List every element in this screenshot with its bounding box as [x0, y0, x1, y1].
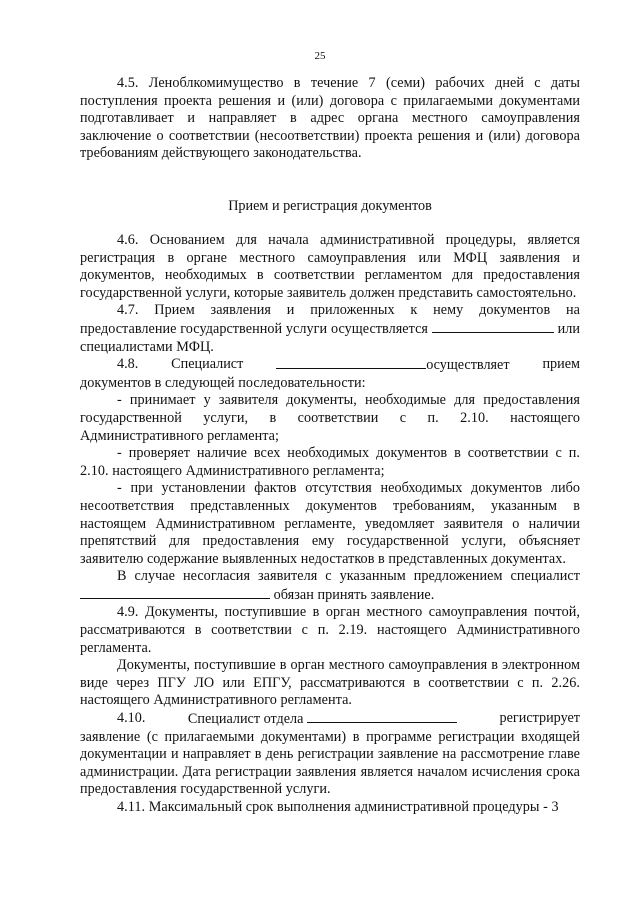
para-4-5-text: 4.5. Леноблкомимущество в течение 7 (семи) рабочих дней с даты поступления проекта решения и (или) договора с прилагаемыми документами подготавливает и направляет в адрес органа местного самоуправления заключение о соответствии (несоответствии) проекта решения и (или) договора требованиям действующего законодательства. [80, 75, 580, 162]
para-4-8-specialist: Специалист [171, 356, 244, 373]
para-4-10-registers: регистрирует [499, 710, 580, 727]
section-body [80, 232, 580, 817]
bullet-3: - при установлении фактов отсутствия необходимых документов либо несоответствия представленных документов требованиям, указанным в настоящем Административном регламенте, уведомляет заявителя о наличии препятствий для предоставления ему государственной услуги, объясняет заявителю содержание выявленных недостатков в представленных документах. [80, 480, 580, 567]
para-4-8-line [80, 356, 580, 375]
bullet-2: - проверяет наличие всех необходимых документов в соответствии с п. 2.10. настоящего Административного регламента; [80, 445, 580, 479]
para-4-8-num: 4.8. [117, 356, 139, 373]
para-4-8-performs: осуществляет [426, 357, 510, 374]
para-4-7-text: 4.7. Прием заявления и приложенных к нему документов на предоставление государственной услуги осуществляется [80, 302, 580, 337]
para-4-9-electronic: Документы, поступившие в орган местного самоуправления в электронном виде через ПГУ ЛО или ЕПГУ, рассматриваются в соответствии с п. 2.26. настоящего Административного регламента. [80, 657, 580, 709]
disagreement-end: обязан принять заявление. [273, 586, 435, 603]
para-4-8-cont: документов в следующей последовательности: [80, 374, 366, 391]
heading-text: Прием и регистрация документов [228, 198, 432, 214]
para-4-8-blank-wrap [276, 356, 509, 375]
disagreement-text: В случае несогласия заявителя с указанным предложением специалист [117, 568, 580, 585]
page-number: 25 [314, 50, 326, 62]
blank-line [307, 710, 457, 723]
blank-line [80, 586, 270, 599]
blank-line [432, 320, 554, 333]
disagreement-para [80, 568, 580, 604]
para-4-7 [80, 302, 580, 356]
para-4-10-cont: заявление (с прилагаемыми документами) в программе регистрации входящей документации и направляет в день регистрации заявление на рассмотрение главе администрации. Дата регистрации заявления является началом исчисления срока предоставления государственной услуги. [80, 728, 580, 798]
para-4-10-dept-wrap [188, 710, 457, 729]
para-4-7-end: или специалистами МФЦ. [80, 320, 580, 355]
para-4-11: 4.11. Максимальный срок выполнения административной процедуры - 3 [117, 799, 559, 815]
section-heading [80, 197, 580, 215]
paragraph-4-5 [80, 75, 580, 163]
para-4-8-reception: прием [542, 356, 580, 373]
para-4-10-dept: Специалист отдела [187, 711, 304, 728]
para-4-9: 4.9. Документы, поступившие в орган местного самоуправления почтой, рассматриваются в соответствии с п. 2.19. настоящего Административного регламента. [80, 604, 580, 656]
para-4-10-line [80, 710, 580, 729]
bullet-1: - принимает у заявителя документы, необходимые для предоставления государственной услуги, в соответствии с п. 2.10. настоящего Административного регламента; [80, 392, 580, 444]
para-4-6: 4.6. Основанием для начала административной процедуры, является регистрация в органе местного самоуправления или МФЦ заявления и документов, необходимых в соответствии регламентом для предоставления государственной услуги, которые заявитель должен представить самостоятельно. [80, 232, 580, 301]
blank-line [276, 356, 426, 369]
para-4-10-num: 4.10. [117, 710, 146, 727]
